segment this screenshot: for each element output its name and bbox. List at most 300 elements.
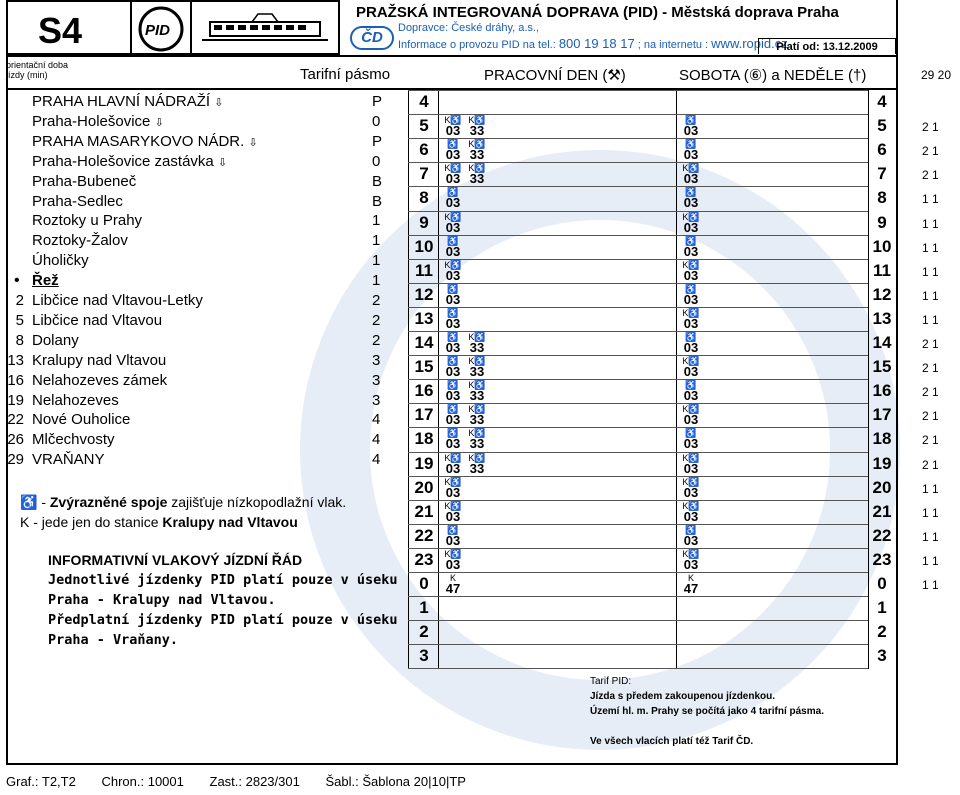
operator-title: PRAŽSKÁ INTEGROVANÁ DOPRAVA (PID) - Městská doprava Praha <box>356 4 839 21</box>
hour-label-left: 12 <box>414 284 434 304</box>
departure-minute: 03 <box>445 340 461 355</box>
info-phone[interactable]: 800 19 18 17 <box>558 36 635 51</box>
info-line-3: Předplatní jízdenky PID platí pouze v úseku <box>48 612 398 628</box>
connection-count: 1 1 <box>922 312 939 327</box>
station-zone: 1 <box>372 252 381 270</box>
departure-flag: K♿ <box>468 115 486 126</box>
station-name <box>32 351 166 372</box>
train-icon <box>192 2 338 55</box>
station-zone: 3 <box>372 391 381 409</box>
grid-hline <box>408 500 868 501</box>
station-zone: 1 <box>372 232 381 250</box>
station-zone: 4 <box>372 431 381 449</box>
hour-label-left: 3 <box>419 646 429 666</box>
info-line-1: Jednotlivé jízdenky PID platí pouze v úseku <box>48 572 398 588</box>
departure-flag: K♿ <box>682 452 700 463</box>
legend-kralupy <box>20 512 346 532</box>
departure-flag: ♿ <box>685 235 697 246</box>
departure-flag: K♿ <box>468 452 486 463</box>
departure-minute: 33 <box>469 388 485 404</box>
departure-flag: K♿ <box>468 139 486 150</box>
departure-minute: 03 <box>445 532 461 548</box>
info-web[interactable]: www.ropid.cz <box>711 36 788 51</box>
departure-minute: 33 <box>469 412 485 428</box>
hour-label-right: 2 <box>877 622 887 642</box>
station-zone: P <box>372 132 383 150</box>
weekend-header: SOBOTA (⑥) a NEDĚLE (†) <box>679 67 867 84</box>
station-name <box>32 391 119 412</box>
station-symbol-icon: ⇩ <box>248 136 258 149</box>
legend-kralupy-bold: Kralupy nad Vltavou <box>162 514 298 530</box>
station-km: 13 <box>7 351 24 369</box>
station-name <box>32 450 105 471</box>
station-name-text: Nelahozeves zámek <box>32 371 168 389</box>
departure-flag: K♿ <box>444 259 462 270</box>
station-km: 19 <box>7 391 24 409</box>
tarif-zone-header: Tarifní pásmo <box>300 66 391 83</box>
footer-zast: Zast.: 2823/301 <box>209 774 300 789</box>
departure-flag: ♿ <box>447 524 459 535</box>
hour-label-left: 13 <box>414 308 434 328</box>
connection-count: 1 1 <box>922 481 939 496</box>
departure-minute: 03 <box>445 171 461 187</box>
departure-flag: K♿ <box>444 500 462 511</box>
connection-count: 2 1 <box>922 409 939 424</box>
pid-logo-icon <box>132 2 190 55</box>
departure-flag: ♿ <box>447 187 459 198</box>
grid-hline <box>408 186 868 187</box>
hour-label-right: 14 <box>872 333 892 352</box>
tarif-note-3: Ve všech vlacích platí též Tarif ČD. <box>590 736 754 747</box>
divider <box>6 763 898 765</box>
departure-minute: 03 <box>683 123 699 139</box>
station-zone: B <box>372 172 383 190</box>
departure-minute: 47 <box>445 581 461 596</box>
station-name-text: Mlčechvosty <box>32 431 115 449</box>
station-zone: 3 <box>372 371 381 389</box>
station-name-text: Dolany <box>32 331 79 349</box>
departure-minute: 33 <box>469 123 485 139</box>
departure-minute: 03 <box>683 484 699 500</box>
grid-hline <box>408 548 868 549</box>
pid-logo <box>132 0 192 55</box>
departure-minute: 03 <box>445 460 461 476</box>
hour-label-right: 18 <box>872 429 892 449</box>
hour-label-right: 17 <box>872 405 892 425</box>
station-name <box>32 132 258 153</box>
info-title: INFORMATIVNÍ VLAKOVÝ JÍZDNÍ ŘÁD <box>48 552 303 568</box>
connection-count: 1 1 <box>922 240 939 255</box>
departure-minute: 33 <box>469 340 485 355</box>
departure-minute: 03 <box>683 364 699 380</box>
station-zone: 3 <box>372 351 381 369</box>
departure-flag: K♿ <box>682 548 700 559</box>
departure-flag: K♿ <box>682 211 700 222</box>
departure-minute: 03 <box>445 436 461 452</box>
hour-label-left: 4 <box>419 92 429 111</box>
cd-logo: ČD <box>350 26 394 50</box>
hour-label-left: 21 <box>414 501 434 521</box>
connection-count: 2 1 <box>922 120 939 135</box>
station-km: 26 <box>7 431 24 449</box>
hour-label-right: 3 <box>877 646 887 666</box>
departure-flag: ♿ <box>685 139 697 150</box>
station-name <box>32 152 227 173</box>
departure-minute: 03 <box>445 147 461 163</box>
station-zone: 2 <box>372 311 381 329</box>
departure-flag: K♿ <box>682 500 700 511</box>
travel-time-label-1: orientační doba <box>6 60 69 70</box>
grid-hline <box>408 524 868 525</box>
hour-label-left: 8 <box>419 188 429 208</box>
hour-label-left: 18 <box>414 429 434 449</box>
departure-minute: 03 <box>683 508 699 524</box>
hour-label-right: 16 <box>872 381 892 401</box>
departure-flag: ♿ <box>447 235 459 246</box>
departure-minute: 03 <box>683 412 699 428</box>
departure-minute: 03 <box>445 243 461 259</box>
connection-count: 1 1 <box>922 216 939 231</box>
station-km: 8 <box>15 331 24 349</box>
station-name <box>32 271 59 292</box>
legend-lowfloor-rest: zajišťuje nízkopodlažní vlak. <box>167 494 347 510</box>
pid-logo-text: PID <box>145 22 171 39</box>
hour-label-left: 17 <box>414 405 434 425</box>
departure-minute: 03 <box>683 195 699 211</box>
info-line <box>398 36 788 51</box>
station-name <box>32 211 142 232</box>
valid-from: Platí od: 13.12.2009 <box>758 38 896 54</box>
station-name-text: Praha-Sedlec <box>32 192 123 210</box>
hour-label-left: 22 <box>414 525 434 545</box>
hour-label-right: 11 <box>873 260 891 280</box>
departure-minute: 33 <box>469 171 485 187</box>
departure-flag: K <box>449 573 456 583</box>
departure-flag: ♿ <box>447 356 459 367</box>
station-name-text: PRAHA MASARYKOVO NÁDR. <box>32 132 245 150</box>
footer <box>6 774 488 789</box>
departure-flag: K♿ <box>444 476 462 487</box>
station-km: 2 <box>15 292 24 309</box>
departure-minute: 03 <box>445 412 461 428</box>
connection-count: 1 1 <box>922 505 939 520</box>
departure-flag: K♿ <box>682 307 700 318</box>
station-name <box>32 291 203 312</box>
station-name-text: Praha-Bubeneč <box>32 172 137 190</box>
hour-label-right: 19 <box>872 453 892 473</box>
departure-flag: K♿ <box>682 404 700 415</box>
connection-count: 1 1 <box>922 264 939 279</box>
hour-label-left: 16 <box>414 381 434 401</box>
station-name <box>32 410 130 431</box>
station-name-text: PRAHA HLAVNÍ NÁDRAŽÍ <box>32 93 211 110</box>
hour-label-right: 8 <box>877 188 887 208</box>
departure-flag: K♿ <box>682 356 700 367</box>
departure-minute: 03 <box>683 460 699 476</box>
departure-minute: 03 <box>683 436 699 452</box>
tarif-note-1: Jízda s předem zakoupenou jízdenkou. <box>590 691 776 702</box>
departure-flag: ♿ <box>685 332 697 342</box>
station-zone: 4 <box>372 411 381 429</box>
hour-label-right: 13 <box>872 308 892 328</box>
grid-hline <box>408 307 868 308</box>
departure-flag: K♿ <box>682 259 700 270</box>
footer-sabl: Šabl.: Šablona 20|10|TP <box>325 774 466 789</box>
hour-label-left: 1 <box>419 598 429 618</box>
station-km: 29 <box>7 451 24 469</box>
grid-hline <box>408 283 868 284</box>
departure-minute: 03 <box>683 219 699 235</box>
departure-minute: 47 <box>683 581 699 596</box>
departure-minute: 03 <box>683 556 699 572</box>
hour-label-right: 5 <box>877 116 887 136</box>
departure-flag: K♿ <box>468 356 486 367</box>
departure-flag: ♿ <box>447 307 459 318</box>
hour-label-right: 0 <box>877 574 887 593</box>
departure-minute: 03 <box>683 147 699 163</box>
legend <box>20 492 346 532</box>
departure-minute: 03 <box>445 291 461 307</box>
departure-flag: ♿ <box>685 115 697 126</box>
connection-count: 2 1 <box>922 433 939 448</box>
departure-flag: K♿ <box>444 163 462 174</box>
hour-label-left: 20 <box>414 477 434 497</box>
station-zone: 0 <box>372 112 381 130</box>
grid-hline <box>408 259 868 260</box>
departure-flag: K♿ <box>468 428 486 439</box>
station-name-text: VRAŇANY <box>32 451 105 469</box>
station-name <box>32 371 167 392</box>
hour-label-right: 4 <box>877 92 887 111</box>
hour-label-left: 23 <box>414 549 434 569</box>
departure-flag: ♿ <box>447 283 459 294</box>
hour-label-left: 9 <box>419 212 429 232</box>
station-name <box>32 331 79 352</box>
station-name-text: Praha-Holešovice zastávka <box>32 152 214 170</box>
departure-flag: K♿ <box>444 548 462 559</box>
departure-minute: 33 <box>469 460 485 476</box>
station-symbol-icon: ⇩ <box>217 156 228 169</box>
station-zone: 2 <box>372 292 381 309</box>
departure-flag: K♿ <box>682 476 700 487</box>
footer-graf: Graf.: T2,T2 <box>6 774 76 789</box>
station-zone: 4 <box>372 451 381 469</box>
footer-chron: Chron.: 10001 <box>101 774 184 789</box>
departure-minute: 03 <box>683 340 699 355</box>
departure-flag: K♿ <box>444 211 462 222</box>
station-zone: 2 <box>372 331 381 349</box>
hour-label-left: 0 <box>419 574 429 593</box>
info-mid: ; na internetu : <box>637 39 709 51</box>
hour-label-left: 19 <box>414 453 434 473</box>
departure-minute: 03 <box>445 484 461 500</box>
hour-label-right: 10 <box>872 236 892 256</box>
departure-minute: 03 <box>445 388 461 404</box>
carrier-line: Dopravce: České dráhy, a.s., <box>398 22 540 34</box>
grid-hline <box>408 572 868 573</box>
station-name <box>32 112 164 133</box>
travel-time-label-2: jízdy (min) <box>6 70 48 80</box>
legend-kralupy-prefix: K - jede jen do stanice <box>20 514 163 530</box>
grid-hline <box>408 620 868 621</box>
divider <box>6 55 898 57</box>
station-name-text: Nové Ouholice <box>32 411 131 429</box>
travel-time-label <box>6 60 68 80</box>
connection-count: 1 1 <box>922 553 939 568</box>
tarif-note-0: Tarif PID: <box>590 676 632 687</box>
departure-flag: ♿ <box>447 332 459 342</box>
departure-minute: 03 <box>683 388 699 404</box>
departure-flag: K♿ <box>468 332 486 342</box>
departure-minute: 03 <box>683 315 699 331</box>
station-symbol-icon: ⇩ <box>154 116 164 129</box>
station-name <box>32 430 115 451</box>
info-line-4: Praha - Vraňany. <box>48 632 179 648</box>
connection-count: 1 1 <box>922 578 939 592</box>
tarif-note <box>590 674 824 749</box>
station-name-text: Roztoky u Prahy <box>32 212 143 230</box>
station-km: 16 <box>7 371 24 389</box>
departure-minute: 03 <box>445 219 461 235</box>
station-name-text: Roztoky-Žalov <box>32 232 128 250</box>
hour-label-left: 5 <box>419 116 429 136</box>
connection-count-header: 29 20 <box>921 68 952 82</box>
info-line-2: Praha - Kralupy nad Vltavou. <box>48 592 276 608</box>
departure-flag: K♿ <box>468 380 486 391</box>
hour-label-right: 21 <box>872 501 892 521</box>
hour-label-left: 11 <box>415 260 433 280</box>
grid-hline <box>408 90 868 91</box>
departure-flag: ♿ <box>447 428 459 439</box>
station-km: 5 <box>15 311 24 329</box>
legend-lowfloor <box>20 492 346 512</box>
departure-minute: 03 <box>683 532 699 548</box>
hour-label-right: 12 <box>872 284 892 304</box>
station-km: • <box>14 272 20 290</box>
station-name <box>32 172 136 193</box>
hour-label-right: 22 <box>872 525 892 545</box>
connection-count: 2 1 <box>922 168 939 183</box>
departure-minute: 03 <box>445 364 461 380</box>
hour-label-right: 15 <box>872 357 892 377</box>
connection-count: 2 1 <box>922 457 939 472</box>
connection-count: 1 1 <box>922 529 939 544</box>
station-zone: P <box>372 93 383 110</box>
departure-minute: 03 <box>683 291 699 307</box>
grid-hline <box>408 476 868 477</box>
legend-lowfloor-prefix: ♿ - <box>20 494 46 510</box>
departure-minute: 03 <box>445 195 461 211</box>
station-zone: 1 <box>372 272 381 290</box>
hour-label-left: 14 <box>414 333 434 352</box>
departure-flag: ♿ <box>685 428 697 439</box>
station-name <box>32 92 224 113</box>
departure-flag: K♿ <box>444 452 462 463</box>
grid-hline <box>408 668 868 669</box>
connection-count: 2 1 <box>922 144 939 159</box>
departure-minute: 03 <box>683 243 699 259</box>
hour-label-left: 2 <box>419 622 429 642</box>
station-symbol-icon: ⇩ <box>214 97 224 109</box>
station-name-text: Libčice nad Vltavou-Letky <box>32 292 203 309</box>
workday-header: PRACOVNÍ DEN (⚒) <box>484 67 626 84</box>
hour-label-left: 10 <box>414 236 434 256</box>
departure-minute: 03 <box>445 556 461 572</box>
station-name <box>32 231 128 252</box>
departure-flag: K♿ <box>444 115 462 126</box>
hour-label-left: 15 <box>414 357 434 377</box>
station-zone: 0 <box>372 152 381 170</box>
hour-label-right: 20 <box>872 477 892 497</box>
connection-count: 2 1 <box>922 337 939 351</box>
hour-label-left: 7 <box>419 164 429 184</box>
station-zone: B <box>372 192 383 210</box>
station-km: 22 <box>7 411 24 429</box>
station-name-text: Libčice nad Vltavou <box>32 311 163 329</box>
departure-flag: ♿ <box>685 187 697 198</box>
hour-label-right: 23 <box>872 549 892 569</box>
grid-hline <box>408 596 868 597</box>
departure-minute: 03 <box>683 171 699 187</box>
departure-minute: 33 <box>469 436 485 452</box>
station-name-text: Kralupy nad Vltavou <box>32 351 167 369</box>
hour-label-right: 7 <box>877 164 887 184</box>
departure-minute: 03 <box>445 123 461 139</box>
station-name-text: Úholičky <box>32 252 89 270</box>
station-zone: 1 <box>372 212 381 230</box>
departure-flag: ♿ <box>447 139 459 150</box>
departure-minute: 33 <box>469 147 485 163</box>
departure-flag: K♿ <box>468 404 486 415</box>
tarif-note-2: Území hl. m. Prahy se počítá jako 4 tarifní pásma. <box>590 706 824 717</box>
connection-count: 2 1 <box>922 361 939 376</box>
station-name-text: Praha-Holešovice <box>32 112 151 130</box>
departure-flag: ♿ <box>685 283 697 294</box>
departure-minute: 03 <box>445 508 461 524</box>
connection-count: 2 1 <box>922 385 939 400</box>
departure-flag: K♿ <box>468 163 486 174</box>
line-code: S4 <box>38 10 83 51</box>
departure-minute: 03 <box>683 267 699 283</box>
hour-label-right: 6 <box>877 140 887 160</box>
station-name-text: Řež <box>32 272 59 290</box>
hour-label-left: 6 <box>419 140 429 160</box>
grid-hline <box>408 235 868 236</box>
departure-flag: ♿ <box>685 524 697 535</box>
train-pictogram-box <box>192 0 340 55</box>
departure-minute: 03 <box>445 315 461 331</box>
station-name <box>32 192 123 213</box>
info-prefix: Informace o provozu PID na tel.: <box>398 39 556 51</box>
hour-label-right: 1 <box>877 598 887 618</box>
legend-lowfloor-bold: Zvýrazněné spoje <box>49 494 168 510</box>
connection-count: 1 1 <box>922 192 939 207</box>
station-name <box>32 251 89 272</box>
grid-hline <box>408 211 868 212</box>
departure-flag: ♿ <box>685 380 697 391</box>
departure-flag: K <box>687 573 694 583</box>
grid-hline <box>408 644 868 645</box>
info-box <box>48 550 398 650</box>
departure-minute: 03 <box>445 267 461 283</box>
departure-flag: ♿ <box>447 404 459 415</box>
departure-minute: 33 <box>469 364 485 380</box>
station-name <box>32 311 162 332</box>
departure-flag: K♿ <box>682 163 700 174</box>
departure-flag: ♿ <box>447 380 459 391</box>
connection-count: 1 1 <box>922 288 939 303</box>
station-name-text: Nelahozeves <box>32 391 119 409</box>
